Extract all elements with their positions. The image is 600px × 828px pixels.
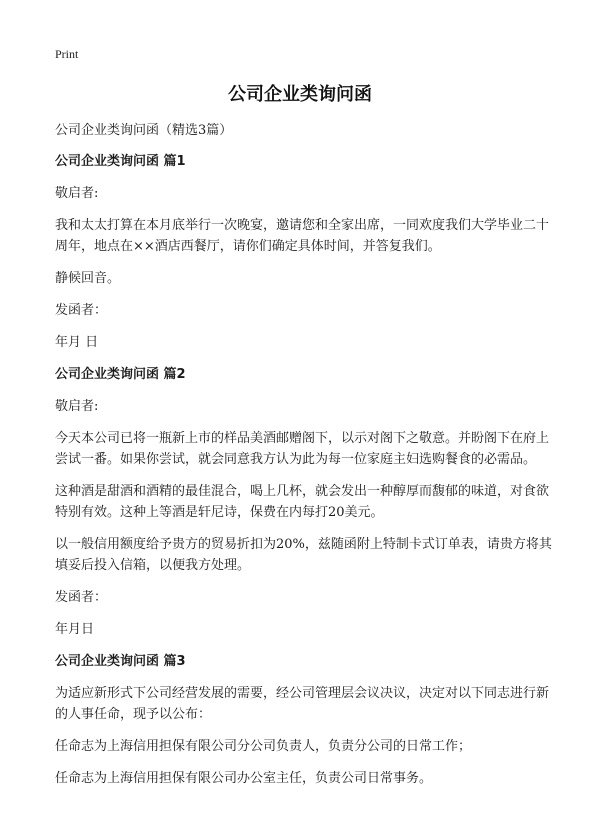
body-paragraph: 以一般信用额度给予贵方的贸易折扣为20%，兹随函附上特制卡式订单表，请贵方将其填妥后投入信箱，以便我方处理。 xyxy=(55,537,552,573)
body-paragraph: 任命志为上海信用担保有限公司分公司负责人，负责分公司的日常工作； xyxy=(55,739,472,754)
section-2 xyxy=(55,364,555,640)
document-body xyxy=(55,120,555,800)
section-heading: 公司企业类询问函 篇3 xyxy=(55,654,186,669)
body-paragraph: 我和太太打算在本月底举行一次晚宴，邀请您和全家出席，一同欢度我们大学毕业二十周年，地点在××酒店西餐厅，请你们确定具体时间，并答复我们。 xyxy=(55,218,550,254)
sender-label: 发函者： xyxy=(55,303,108,318)
print-label: Print xyxy=(55,47,79,61)
salutation: 敬启者: xyxy=(55,399,99,414)
document-subtitle: 公司企业类询问函（精选3篇） xyxy=(55,123,233,138)
page-title: 公司企业类询问函 xyxy=(228,84,372,105)
body-paragraph: 今天本公司已将一瓶新上市的样品美酒邮赠阁下，以示对阁下之敬意。并盼阁下在府上尝试一番。如果你尝试，就会同意我方认为此为每一位家庭主妇选购餐食的必需品。 xyxy=(55,431,550,467)
section-heading: 公司企业类询问函 篇1 xyxy=(55,154,186,169)
section-heading: 公司企业类询问函 篇2 xyxy=(55,367,186,382)
body-paragraph: 任命志为上海信用担保有限公司办公室主任，负责公司日常事务。 xyxy=(55,771,433,786)
closing: 静候回音。 xyxy=(55,271,121,286)
section-1 xyxy=(55,151,555,353)
salutation: 敬启者: xyxy=(55,186,99,201)
body-paragraph: 这种酒是甜酒和酒精的最佳混合，喝上几杯，就会发出一种醇厚而馥郁的味道，对食欲特别有效。这种上等酒是轩尼诗，保费在内每打20美元。 xyxy=(55,484,550,520)
date-line: 年月日 xyxy=(55,622,95,637)
sender-label: 发函者： xyxy=(55,590,108,605)
section-3 xyxy=(55,651,555,789)
body-paragraph: 为适应新形式下公司经营发展的需要，经公司管理层会议决议，决定对以下同志进行新的人事任命，现予以公布： xyxy=(55,686,550,722)
date-line: 年月 日 xyxy=(55,335,99,350)
